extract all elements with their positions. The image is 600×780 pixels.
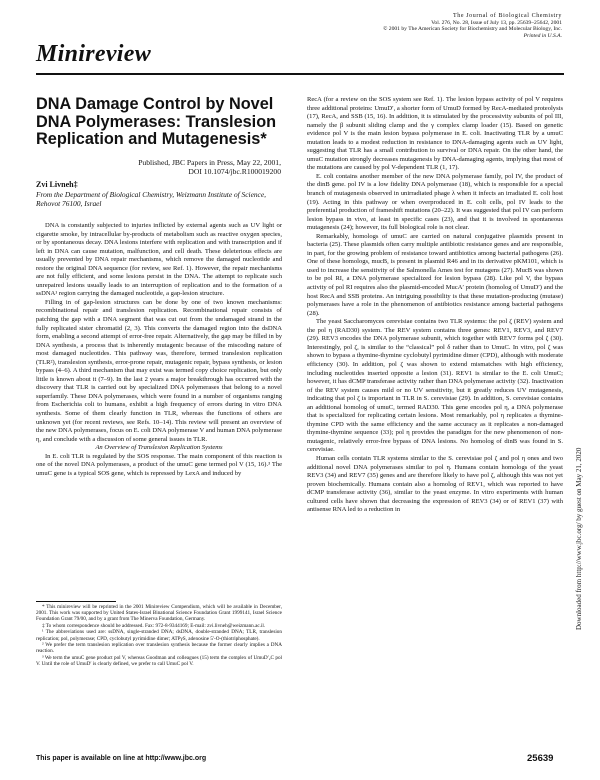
journal-name: The Journal of Biological Chemistry [453,13,562,19]
footnote: ‡ To whom correspondence should be addressed. Fax: 972-8-9344169; E-mail: zvi.livneh@weizmann.ac.il. [42,622,266,629]
page-number: 25639 [527,753,554,764]
pub-line-2: DOI 10.1074/jbc.R100019200 [188,167,281,177]
printed-line: Printed in U.S.A. [523,32,562,39]
footnotes [36,604,282,668]
footnote: * This minireview will be reprinted in the 2001 Minireview Compendium, which will be available in December, 2001. This work was supported by United States-Israel Binational Science Foundation Grant 1999141, Israel Science Foundation Grant 79/00, and by a grant from The Minerva Foundation, Germany. [36,604,282,623]
body-paragraph: DNA is constantly subjected to injuries inflicted by external agents such as UV light or cigarette smoke, by intracellular by-products of metabolism such as reactive oxygen species, or by spontaneous decay. DNA lesions interfere with replication and with transcription and if left in DNA can cause mutation, malfunction, and cell death. These deleterious effects are usually prevented by DNA repair mechanisms, which remove the damaged nucleotide and restore the original DNA sequence (for review, see Ref. 1). However, the repair mechanisms are not fully efficient, and some lesions persist in the DNA. The attempt to replicate such unrepaired lesions usually leads to an interruption of replication and to the formation of a ssDNA¹ region carrying the damaged nucleotide, a gap-lesion structure. [36,222,282,298]
author-name: Zvi Livneh‡ [36,180,78,189]
body-paragraph: Human cells contain TLR systems similar to the S. cerevisiae pol ζ and pol η ones and two additional novel DNA polymerases similar to pol η. Humans contain homologs of the yeast REV3 (34) and REV7 (35) genes and are therefore likely to have pol ζ, although this was not yet proven biochemically. Humans contain also a homolog of REV1, which was reported to have dCMP transferase activity (36), similar to the yeast enzyme. In vitro experiments with human cultured cells have shown that decreasing the expression of REV3 (34) or of REV1 (37) with antisense RNA led to a reduction in [307,454,563,514]
section-subheading: An Overview of Translesion Replication Systems [95,444,223,452]
body-paragraph: The yeast Saccharomyces cerevisiae contains two TLR systems: the pol ζ (REV) system and the pol η (RAD30) system. The REV system contains three genes: REV1, REV3, and REV7 (29). REV3 encodes the DNA polymerase subunit, which together with REV7 forms pol ζ (30). Interestingly, pol ζ, is similar to the “classical” pol δ rather than to UmuC. In vitro, pol ζ was shown to bypass a thymine-thymine cyclobutyl pyrimidine dimer (CPD), although with moderate efficiency (30). In addition, pol ζ was shown to extend mismatches with high efficiency, including nucleotides inserted opposite a lesion (31). REV1 is similar to the E. coli UmuC; however, it has dCMP transferase activity rather than DNA polymerase activity (32). Inactivation of the REV system causes mild or no UV sensitivity, but it greatly reduces UV mutagenesis, indicating that pol ζ is important in TLR in S. cerevisiae (29). In addition, S. cerevisiae contains an additional homolog of umuC, termed RAD30. This gene encodes pol η, a DNA polymerase that is specialized for replicating certain lesions. Most remarkably, pol η replicates a thymine-thymine CPD with the same efficiency and the same accuracy as it replicates a non-damaged thymine-thymine sequence (33); pol η provides the paradigm for the new phenomenon of non-mutagenic, relatively error-free bypass of DNA lesions. No homolog of dinB was found in S. cerevisiae. [307,318,563,454]
body-paragraph: RecA (for a review on the SOS system see Ref. 1). The lesion bypass activity of pol V requires three additional proteins: UmuD′, a shorter form of UmuD formed by RecA-mediated proteolysis (17), RecA, and SSB (15, 16). In addition, it is stimulated by the processivity subunits of pol III, namely the β subunit sliding clamp and the γ complex clamp loader (15). Based on genetic evidence pol V is the main lesion bypass polymerase in E. coli. Inactivating TLR by a umuC mutation leads to a modest reduction in resistance to DNA-damaging agents such as UV light, suggesting that TLR has a small contribution to survival or DNA repair. On the other hand, the umuC mutation strongly decreases mutagenesis by DNA-damaging agents, implying that most of the mutations are caused by pol V-dependent TLR (1, 17). [307,96,563,172]
footer-availability: This paper is available on line at http://www.jbc.org [36,755,207,762]
journal-header [330,13,562,39]
body-paragraph: E. coli contains another member of the new DNA polymerase family, pol IV, the product of the dinB gene. pol IV is a low fidelity DNA polymerase (18), which is responsible for a special branch of mutagenesis observed in unirradiated phage λ when it infects an irradiated E. coli host (19). Acting in this pathway or when overproduced in E. coli cells, pol IV leads to the preferential production of frameshift mutations (20–22). It was suggested that pol IV can perform lesion bypass in vivo, at least in specific cases (23), and that it is involved in spontaneous mutagenesis (24); however, its full biological role is not clear. [307,172,563,232]
download-watermark: Downloaded from http://www.jbc.org/ by guest on May 21, 2020 [575,447,583,630]
body-paragraph: Filling in of gap-lesion structures can be done by one of two known mechanisms: recombinational repair and translesion replication. Recombinational repair consists of patching the gap with a DNA segment that was cut out from the undamaged strand in the fully replicated sister chromatid (2, 3). This converts the damaged region into the dsDNA form, enabling a second attempt of error-free repair. Alternatively, the gap may be filled in by DNA synthesis, a process that is inherently mutagenic because of the miscoding nature of most damaged nucleotides. This pathway was, therefore, termed translesion replication (TLR²), translesion synthesis, error-prone repair, mutagenic repair, bypass synthesis, or lesion bypass (4–6). A third mechanism that may exist was termed copy choice replication, but only little is known about it (7–9). In the last 2 years a major breakthrough has occurred with the discovery that TLR is carried out by specialized DNA polymerases that belong to a novel superfamily. These DNA polymerases, which were found in a number of organisms ranging from Escherichia coli to humans, exhibit a high frequency of errors during in vitro DNA synthesis. Some of them clearly function in TLR, whereas the functions of others are unknown yet (for recent reviews, see Refs. 10–14). This review will present an overview of the new DNA polymerases, focus on E. coli DNA polymerase V and human DNA polymerase η, and conclude with a discussion of some general issues in TLR. [36,298,282,443]
section-label: Minireview [36,41,151,67]
copyright-line: © 2001 by The American Society for Biochemistry and Molecular Biology, Inc. [383,26,562,33]
publication-info [86,158,281,176]
footnote: ¹ The abbreviations used are: ssDNA, single-stranded DNA; dsDNA, double-stranded DNA; TLR, translesion replication; pol, polymerase; CPD, cyclobutyl pyrimidine dimer; ATPγS, adenosine 5′-O-(thiotriphosphate). [36,629,282,642]
author-affiliation: From the Department of Biological Chemistry, Weizmann Institute of Science, Rehovot 76100, Israel [36,190,266,208]
footnote: ² We prefer the term translesion replication over translesion synthesis because the former clearly implies a DNA reaction. [36,642,282,655]
header-rule [36,73,564,75]
pub-line-1: Published, JBC Papers in Press, May 22, 2001, [138,158,281,167]
article-title: DNA Damage Control by Novel DNA Polymerases: Translesion Replication and Mutagenesis* [36,95,277,148]
left-column [36,222,282,478]
footnote: ³ We term the umuC gene product pol V, whereas Goodman and colleagues (15) term the complex of UmuD′₂C pol V. Until the role of UmuD′ is clearly defined, we prefer to call UmuC pol V. [36,654,282,668]
volume-line: Vol. 276, No. 28, Issue of July 13, pp. 25639–25642, 2001 [431,19,562,26]
right-column [307,96,563,515]
footnote-rule [36,601,116,602]
body-paragraph: In E. coli TLR is regulated by the SOS response. The main component of this reaction is one of the novel DNA polymerases, a product of the umuC gene termed pol V (15, 16).³ The umuC gene is a typical SOS gene, which is repressed by LexA and induced by [36,452,282,477]
body-paragraph: Remarkably, homologs of umuC are carried on natural conjugative plasmids present in bacteria (25). These plasmids often carry multiple antibiotic resistance genes and are responsible, in part, for the growing problem of resistance toward antibiotics among bacterial pathogens (26). One of these homologs, mucB, is present in plasmid R46 and in its derivative pKM101, which is used to increase the sensitivity of the Salmonella Ames test for mutagens (27). MucB was shown to be pol RI, a DNA polymerase specialized for lesion bypass (28). Like pol V, the bypass activity of pol RI requires also the plasmid-encoded MucA′ protein (homolog of UmuD′) and the host RecA and SSB proteins. An intriguing possibility is that these mutation-producing (mutase) polymerases have a role in the phenomenon of antibiotics resistance among bacterial pathogens (28). [307,232,563,317]
